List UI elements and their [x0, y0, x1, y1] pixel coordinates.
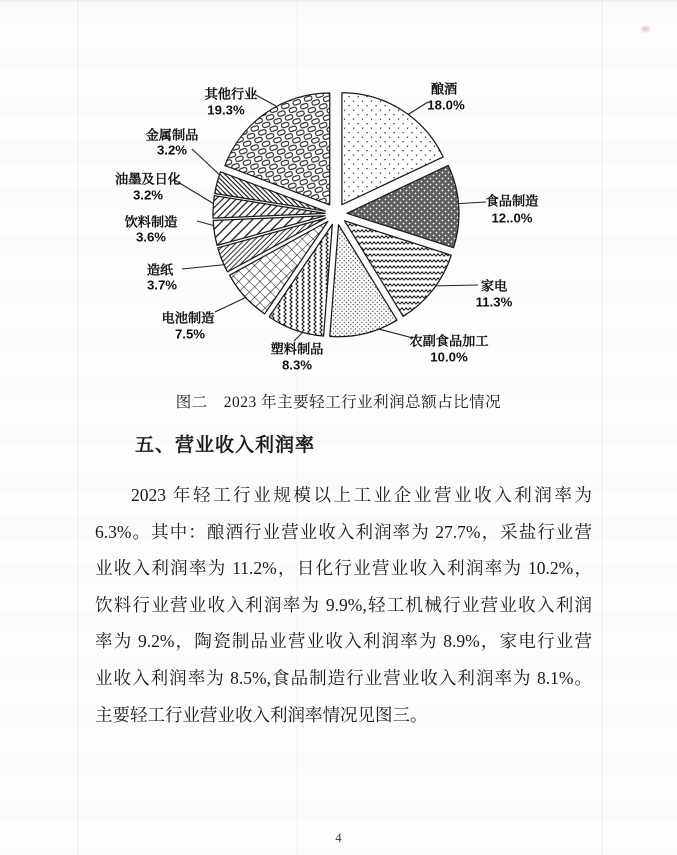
slice-percent-5: 7.5% — [174, 326, 206, 342]
slice-percent-9: 3.2% — [156, 142, 188, 158]
slice-percent-1: 12..0% — [491, 210, 533, 226]
paragraph-line: 业收入利润率为 11.2%，日化行业营业收入利润率为 10.2%， — [95, 558, 592, 579]
paragraph-line: 饮料行业营业收入利润率为 9.9%,轻工机械行业营业收入利润 — [95, 594, 592, 615]
slice-name-6: 造纸 — [146, 262, 174, 278]
slice-name-4: 塑料制品 — [270, 341, 324, 357]
slice-name-8: 油墨及日化 — [115, 171, 181, 187]
slice-percent-2: 11.3% — [475, 294, 513, 310]
slice-name-0: 酿酒 — [430, 81, 458, 97]
slice-percent-8: 3.2% — [132, 187, 164, 203]
slice-name-1: 食品制造 — [485, 193, 539, 209]
page-number: 4 — [335, 831, 342, 845]
slice-percent-7: 3.6% — [135, 229, 167, 245]
slice-name-2: 家电 — [480, 278, 508, 294]
paragraph-line: 6.3%。其中：酿酒行业营业收入利润率为 27.7%，采盐行业营 — [95, 521, 592, 542]
paragraph-line: 主要轻工行业营业收入利润率情况见图三。 — [95, 704, 428, 725]
slice-name-5: 电池制造 — [161, 310, 215, 326]
section-heading: 五、营业收入利润率 — [135, 435, 316, 456]
slice-percent-0: 18.0% — [427, 97, 465, 113]
slice-name-3: 农副食品加工 — [409, 333, 489, 349]
paragraph-line: 2023 年轻工行业规模以上工业企业营业收入利润率为 — [131, 485, 592, 505]
paragraph-line: 业收入利润率为 8.5%,食品制造行业营业收入利润率为 8.1%。 — [95, 667, 592, 688]
slice-percent-10: 19.3% — [207, 102, 245, 118]
slice-percent-3: 10.0% — [430, 349, 468, 365]
body-paragraph — [95, 477, 592, 733]
figure-caption: 图二 2023 年主要轻工行业利润总额占比情况 — [175, 394, 502, 411]
slice-name-9: 金属制品 — [145, 127, 199, 143]
slice-name-10: 其他行业 — [204, 86, 258, 102]
slice-percent-6: 3.7% — [146, 277, 178, 293]
slice-percent-4: 8.3% — [281, 357, 313, 373]
slice-name-7: 饮料制造 — [124, 214, 178, 230]
paragraph-line: 率为 9.2%，陶瓷制品业营业收入利润率为 8.9%，家电行业营 — [95, 631, 592, 652]
